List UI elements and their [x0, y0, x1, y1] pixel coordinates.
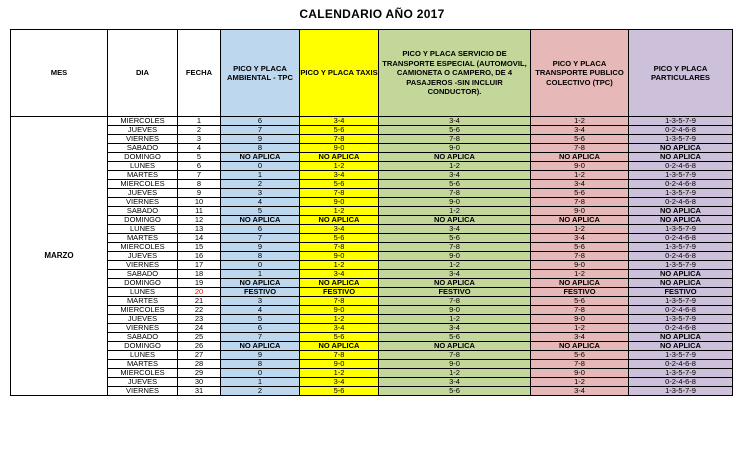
row-tpc: 5-6: [531, 243, 629, 252]
row-tpc: 9-0: [531, 261, 629, 270]
row-dia: LUNES: [108, 351, 178, 360]
row-ambiental: 7: [221, 234, 300, 243]
row-especial: 5-6: [379, 234, 531, 243]
row-fecha: 28: [178, 360, 221, 369]
row-taxis: 7-8: [300, 189, 379, 198]
row-taxis: 1-2: [300, 261, 379, 270]
row-dia: DOMINGO: [108, 279, 178, 288]
row-particulares: 1-3-5-7-9: [629, 135, 733, 144]
row-especial: 7-8: [379, 351, 531, 360]
page-title: CALENDARIO AÑO 2017: [299, 7, 445, 21]
row-tpc: 1-2: [531, 270, 629, 279]
row-taxis: 7-8: [300, 243, 379, 252]
row-fecha: 15: [178, 243, 221, 252]
row-tpc: 5-6: [531, 135, 629, 144]
row-fecha: 5: [178, 153, 221, 162]
row-tpc: 5-6: [531, 297, 629, 306]
row-fecha: 21: [178, 297, 221, 306]
row-particulares: NO APLICA: [629, 342, 733, 351]
calendar-table: [10, 29, 733, 396]
row-ambiental: 3: [221, 189, 300, 198]
row-ambiental: 1: [221, 270, 300, 279]
table-row: [11, 288, 733, 297]
table-row: [11, 234, 733, 243]
row-dia: MIERCOLES: [108, 369, 178, 378]
row-dia: SABADO: [108, 270, 178, 279]
table-row: [11, 162, 733, 171]
row-fecha: 17: [178, 261, 221, 270]
row-fecha: 20: [178, 288, 221, 297]
row-particulares: 1-3-5-7-9: [629, 171, 733, 180]
row-dia: JUEVES: [108, 126, 178, 135]
table-row: [11, 126, 733, 135]
row-tpc: 1-2: [531, 378, 629, 387]
table-row: [11, 351, 733, 360]
header-tpc: PICO Y PLACA TRANSPORTE PUBLICO COLECTIVO (TPC): [531, 30, 629, 117]
row-fecha: 7: [178, 171, 221, 180]
row-fecha: 30: [178, 378, 221, 387]
table-body: [11, 117, 733, 396]
row-tpc: 7-8: [531, 306, 629, 315]
row-especial: 3-4: [379, 270, 531, 279]
row-dia: JUEVES: [108, 189, 178, 198]
row-tpc: 9-0: [531, 207, 629, 216]
row-dia: JUEVES: [108, 252, 178, 261]
table-row: [11, 369, 733, 378]
row-fecha: 26: [178, 342, 221, 351]
row-ambiental: 7: [221, 126, 300, 135]
row-taxis: 3-4: [300, 324, 379, 333]
row-fecha: 1: [178, 117, 221, 126]
row-dia: LUNES: [108, 162, 178, 171]
table-row: [11, 225, 733, 234]
table-row: [11, 261, 733, 270]
row-fecha: 3: [178, 135, 221, 144]
row-especial: NO APLICA: [379, 216, 531, 225]
row-dia: MARTES: [108, 234, 178, 243]
row-particulares: 1-3-5-7-9: [629, 243, 733, 252]
row-fecha: 29: [178, 369, 221, 378]
header-row: [11, 30, 733, 117]
row-dia: SABADO: [108, 144, 178, 153]
row-ambiental: NO APLICA: [221, 153, 300, 162]
row-ambiental: 9: [221, 135, 300, 144]
row-taxis: 3-4: [300, 270, 379, 279]
row-ambiental: 3: [221, 297, 300, 306]
header-fecha: FECHA: [178, 30, 221, 117]
row-fecha: 24: [178, 324, 221, 333]
row-taxis: 1-2: [300, 369, 379, 378]
row-dia: MARTES: [108, 297, 178, 306]
row-taxis: 3-4: [300, 225, 379, 234]
header-dia: DIA: [108, 30, 178, 117]
table-row: [11, 207, 733, 216]
row-taxis: 1-2: [300, 207, 379, 216]
row-fecha: 10: [178, 198, 221, 207]
table-row: [11, 387, 733, 396]
row-taxis: 7-8: [300, 297, 379, 306]
row-dia: DOMINGO: [108, 216, 178, 225]
row-ambiental: 9: [221, 351, 300, 360]
row-taxis: 3-4: [300, 117, 379, 126]
row-particulares: 1-3-5-7-9: [629, 369, 733, 378]
row-fecha: 19: [178, 279, 221, 288]
table-row: [11, 333, 733, 342]
header-especial: PICO Y PLACA SERVICIO DE TRANSPORTE ESPECIAL (AUTOMOVIL, CAMIONETA O CAMPERO, DE 4 PASAJEROS -SIN INCLUIR CONDUCTOR).: [379, 30, 531, 117]
row-fecha: 13: [178, 225, 221, 234]
row-fecha: 25: [178, 333, 221, 342]
header-ambiental: PICO Y PLACA AMBIENTAL - TPC: [221, 30, 300, 117]
row-dia: LUNES: [108, 288, 178, 297]
row-tpc: 3-4: [531, 387, 629, 396]
month-cell: MARZO: [11, 117, 108, 396]
row-taxis: 9-0: [300, 360, 379, 369]
row-ambiental: 5: [221, 315, 300, 324]
row-tpc: 5-6: [531, 351, 629, 360]
row-particulares: 1-3-5-7-9: [629, 351, 733, 360]
row-dia: MIERCOLES: [108, 117, 178, 126]
row-dia: JUEVES: [108, 315, 178, 324]
row-especial: 7-8: [379, 243, 531, 252]
row-particulares: 1-3-5-7-9: [629, 225, 733, 234]
row-ambiental: 5: [221, 207, 300, 216]
row-dia: LUNES: [108, 225, 178, 234]
table-row: [11, 342, 733, 351]
row-particulares: 1-3-5-7-9: [629, 117, 733, 126]
row-ambiental: 1: [221, 171, 300, 180]
row-especial: 1-2: [379, 162, 531, 171]
row-tpc: 3-4: [531, 333, 629, 342]
table-row: [11, 306, 733, 315]
row-ambiental: 8: [221, 144, 300, 153]
row-ambiental: 7: [221, 333, 300, 342]
table-row: [11, 378, 733, 387]
row-taxis: 9-0: [300, 198, 379, 207]
table-row: [11, 324, 733, 333]
row-fecha: 18: [178, 270, 221, 279]
row-ambiental: NO APLICA: [221, 216, 300, 225]
row-taxis: 9-0: [300, 306, 379, 315]
row-particulares: 0-2-4-6-8: [629, 180, 733, 189]
row-ambiental: 8: [221, 252, 300, 261]
row-taxis: 7-8: [300, 135, 379, 144]
row-particulares: 0-2-4-6-8: [629, 378, 733, 387]
row-especial: 3-4: [379, 171, 531, 180]
row-taxis: FESTIVO: [300, 288, 379, 297]
row-tpc: 1-2: [531, 324, 629, 333]
header-mes: MES: [11, 30, 108, 117]
row-especial: 9-0: [379, 360, 531, 369]
table-row: [11, 216, 733, 225]
row-tpc: NO APLICA: [531, 153, 629, 162]
row-fecha: 27: [178, 351, 221, 360]
table-row: [11, 360, 733, 369]
row-tpc: 3-4: [531, 180, 629, 189]
row-particulares: NO APLICA: [629, 144, 733, 153]
row-ambiental: 0: [221, 369, 300, 378]
row-fecha: 12: [178, 216, 221, 225]
row-dia: VIERNES: [108, 261, 178, 270]
row-taxis: NO APLICA: [300, 342, 379, 351]
row-fecha: 4: [178, 144, 221, 153]
row-tpc: 1-2: [531, 171, 629, 180]
row-ambiental: 0: [221, 261, 300, 270]
row-tpc: FESTIVO: [531, 288, 629, 297]
row-ambiental: NO APLICA: [221, 279, 300, 288]
row-dia: MIERCOLES: [108, 306, 178, 315]
table-row: [11, 243, 733, 252]
row-tpc: 5-6: [531, 189, 629, 198]
row-tpc: 9-0: [531, 162, 629, 171]
row-especial: NO APLICA: [379, 153, 531, 162]
row-taxis: 7-8: [300, 351, 379, 360]
row-especial: 1-2: [379, 261, 531, 270]
row-dia: VIERNES: [108, 135, 178, 144]
row-dia: MARTES: [108, 360, 178, 369]
row-especial: 7-8: [379, 297, 531, 306]
row-fecha: 14: [178, 234, 221, 243]
row-tpc: 7-8: [531, 144, 629, 153]
row-fecha: 2: [178, 126, 221, 135]
table-row: [11, 198, 733, 207]
row-particulares: NO APLICA: [629, 333, 733, 342]
table-row: [11, 180, 733, 189]
row-tpc: 7-8: [531, 360, 629, 369]
row-ambiental: NO APLICA: [221, 342, 300, 351]
row-ambiental: 2: [221, 387, 300, 396]
table-row: [11, 315, 733, 324]
row-tpc: NO APLICA: [531, 279, 629, 288]
table-row: [11, 171, 733, 180]
row-dia: SABADO: [108, 207, 178, 216]
row-particulares: NO APLICA: [629, 207, 733, 216]
row-particulares: 1-3-5-7-9: [629, 261, 733, 270]
row-dia: SABADO: [108, 333, 178, 342]
row-tpc: 9-0: [531, 369, 629, 378]
table-row: [11, 144, 733, 153]
row-especial: NO APLICA: [379, 342, 531, 351]
row-taxis: 5-6: [300, 180, 379, 189]
row-taxis: 3-4: [300, 378, 379, 387]
table-row: [11, 252, 733, 261]
table-row: [11, 270, 733, 279]
row-taxis: 1-2: [300, 162, 379, 171]
row-especial: 9-0: [379, 252, 531, 261]
row-ambiental: 1: [221, 378, 300, 387]
row-dia: MIERCOLES: [108, 180, 178, 189]
row-particulares: 1-3-5-7-9: [629, 297, 733, 306]
row-particulares: 0-2-4-6-8: [629, 234, 733, 243]
row-particulares: 0-2-4-6-8: [629, 162, 733, 171]
row-especial: 7-8: [379, 135, 531, 144]
row-especial: 3-4: [379, 225, 531, 234]
row-particulares: NO APLICA: [629, 279, 733, 288]
row-particulares: 0-2-4-6-8: [629, 360, 733, 369]
row-especial: 5-6: [379, 126, 531, 135]
row-particulares: 0-2-4-6-8: [629, 198, 733, 207]
row-dia: JUEVES: [108, 378, 178, 387]
row-fecha: 8: [178, 180, 221, 189]
row-particulares: 1-3-5-7-9: [629, 315, 733, 324]
row-fecha: 16: [178, 252, 221, 261]
table-row: [11, 135, 733, 144]
row-ambiental: 6: [221, 117, 300, 126]
row-dia: VIERNES: [108, 387, 178, 396]
row-particulares: 1-3-5-7-9: [629, 189, 733, 198]
row-tpc: 7-8: [531, 252, 629, 261]
table-row: [11, 189, 733, 198]
row-fecha: 23: [178, 315, 221, 324]
row-dia: MARTES: [108, 171, 178, 180]
row-especial: 7-8: [379, 189, 531, 198]
row-taxis: 5-6: [300, 333, 379, 342]
row-fecha: 9: [178, 189, 221, 198]
row-taxis: 9-0: [300, 144, 379, 153]
row-ambiental: 0: [221, 162, 300, 171]
row-particulares: NO APLICA: [629, 216, 733, 225]
row-particulares: 0-2-4-6-8: [629, 306, 733, 315]
row-dia: VIERNES: [108, 324, 178, 333]
row-especial: 3-4: [379, 117, 531, 126]
table-row: [11, 279, 733, 288]
row-ambiental: 6: [221, 225, 300, 234]
row-dia: DOMINGO: [108, 153, 178, 162]
row-especial: 1-2: [379, 315, 531, 324]
row-especial: NO APLICA: [379, 279, 531, 288]
row-tpc: 9-0: [531, 315, 629, 324]
row-particulares: 0-2-4-6-8: [629, 324, 733, 333]
row-especial: 3-4: [379, 324, 531, 333]
row-tpc: 1-2: [531, 225, 629, 234]
table-row: [11, 117, 733, 126]
row-tpc: 3-4: [531, 126, 629, 135]
row-dia: MIERCOLES: [108, 243, 178, 252]
row-ambiental: 6: [221, 324, 300, 333]
row-particulares: NO APLICA: [629, 270, 733, 279]
row-taxis: NO APLICA: [300, 216, 379, 225]
row-particulares: 0-2-4-6-8: [629, 252, 733, 261]
row-especial: 9-0: [379, 144, 531, 153]
row-especial: 5-6: [379, 180, 531, 189]
row-taxis: 9-0: [300, 252, 379, 261]
row-ambiental: FESTIVO: [221, 288, 300, 297]
row-tpc: NO APLICA: [531, 342, 629, 351]
row-taxis: NO APLICA: [300, 153, 379, 162]
table-row: [11, 153, 733, 162]
row-especial: 9-0: [379, 198, 531, 207]
row-tpc: 7-8: [531, 198, 629, 207]
row-ambiental: 8: [221, 360, 300, 369]
table-row: [11, 297, 733, 306]
row-especial: 3-4: [379, 378, 531, 387]
row-taxis: 5-6: [300, 234, 379, 243]
row-tpc: 3-4: [531, 234, 629, 243]
row-especial: 5-6: [379, 387, 531, 396]
row-particulares: 1-3-5-7-9: [629, 387, 733, 396]
row-ambiental: 9: [221, 243, 300, 252]
row-tpc: 1-2: [531, 117, 629, 126]
row-especial: 1-2: [379, 369, 531, 378]
row-fecha: 11: [178, 207, 221, 216]
row-fecha: 22: [178, 306, 221, 315]
row-fecha: 31: [178, 387, 221, 396]
row-fecha: 6: [178, 162, 221, 171]
row-taxis: 5-6: [300, 126, 379, 135]
row-taxis: 5-6: [300, 387, 379, 396]
row-ambiental: 4: [221, 198, 300, 207]
header-taxis: PICO Y PLACA TAXIS: [300, 30, 379, 117]
row-dia: VIERNES: [108, 198, 178, 207]
row-taxis: 1-2: [300, 315, 379, 324]
row-ambiental: 4: [221, 306, 300, 315]
row-especial: 1-2: [379, 207, 531, 216]
row-dia: DOMINGO: [108, 342, 178, 351]
row-taxis: 3-4: [300, 171, 379, 180]
row-particulares: NO APLICA: [629, 153, 733, 162]
row-especial: 9-0: [379, 306, 531, 315]
row-especial: FESTIVO: [379, 288, 531, 297]
row-tpc: NO APLICA: [531, 216, 629, 225]
row-especial: 5-6: [379, 333, 531, 342]
header-particulares: PICO Y PLACA PARTICULARES: [629, 30, 733, 117]
row-particulares: 0-2-4-6-8: [629, 126, 733, 135]
row-ambiental: 2: [221, 180, 300, 189]
row-particulares: FESTIVO: [629, 288, 733, 297]
row-taxis: NO APLICA: [300, 279, 379, 288]
